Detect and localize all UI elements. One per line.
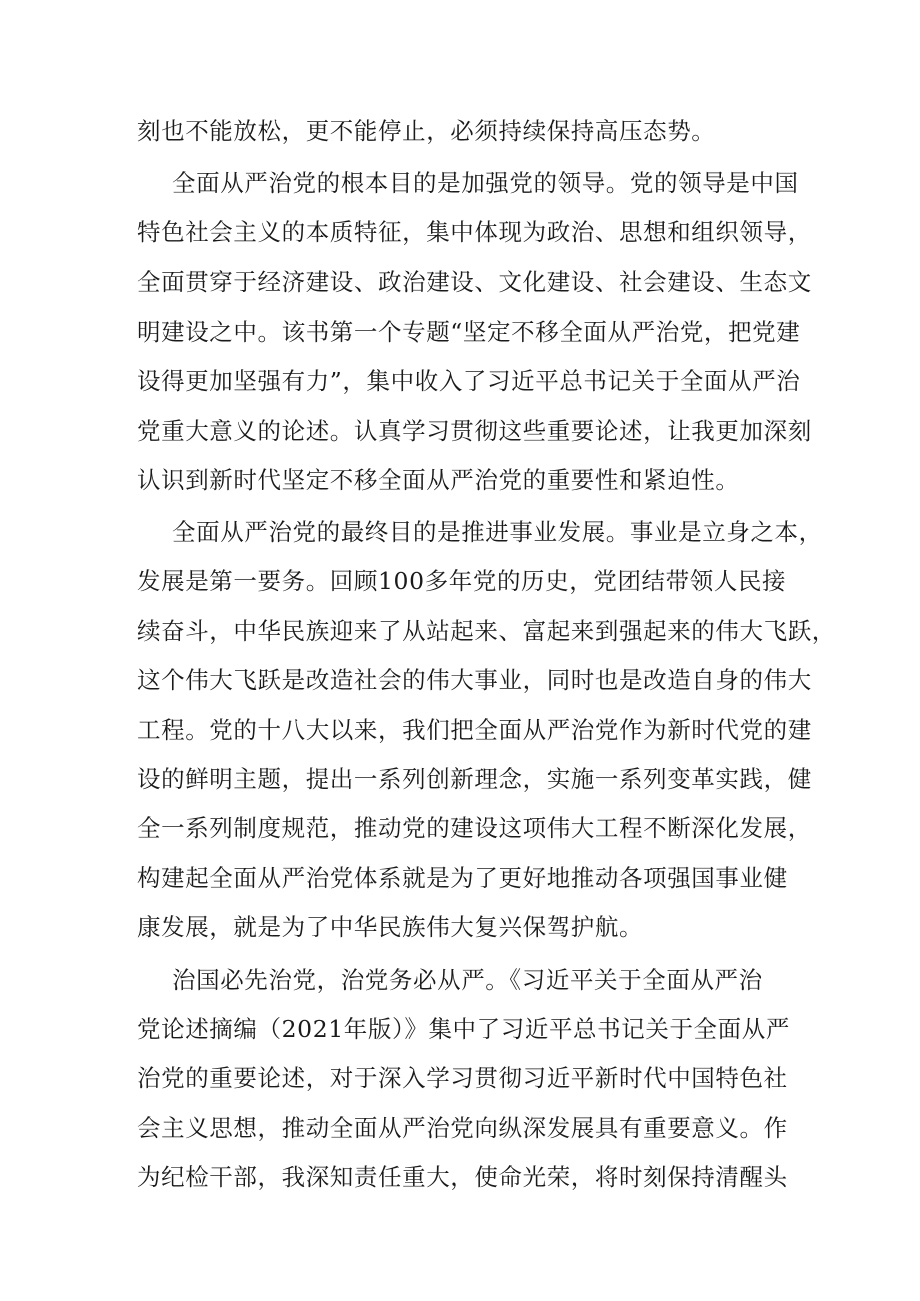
paragraph-line: 全面贯穿于经济建设、政治建设、文化建设、社会建设、生态文 <box>137 268 812 296</box>
paragraph-line: 为纪检干部，我深知责任重大，使命光荣，将时刻保持清醒头 <box>137 1163 788 1191</box>
paragraph-line: 刻也不能放松，更不能停止，必须持续保持高压态势。 <box>137 117 716 145</box>
paragraph-line: 设的鲜明主题，提出一系列创新理念，实施一系列变革实践，健 <box>137 765 812 793</box>
paragraph-line: 康发展，就是为了中华民族伟大复兴保驾护航。 <box>137 913 644 941</box>
paragraph-line: 治党的重要论述，对于深入学习贯彻习近平新时代中国特色社 <box>137 1064 788 1092</box>
paragraph-line: 发展是第一要务。回顾100多年党的历史，党团结带领人民接 <box>137 567 787 595</box>
paragraph-line: 设得更加坚强有力”，集中收入了习近平总书记关于全面从严治 <box>137 367 801 395</box>
paragraph-line: 续奋斗，中华民族迎来了从站起来、富起来到强起来的伟大飞跃， <box>137 617 836 645</box>
paragraph-line: 会主义思想，推动全面从严治党向纵深发展具有重要意义。作 <box>137 1114 788 1142</box>
paragraph-line: 这个伟大飞跃是改造社会的伟大事业，同时也是改造自身的伟大 <box>137 666 812 694</box>
paragraph-line: 党重大意义的论述。认真学习贯彻这些重要论述，让我更加深刻 <box>137 417 812 445</box>
paragraph-line: 工程。党的十八大以来，我们把全面从严治党作为新时代党的建 <box>137 716 812 744</box>
paragraph-line: 认识到新时代坚定不移全面从严治党的重要性和紧迫性。 <box>137 466 740 494</box>
paragraph-line: 特色社会主义的本质特征，集中体现为政治、思想和组织领导， <box>137 218 812 246</box>
paragraph-line: 全面从严治党的最终目的是推进事业发展。事业是立身之本， <box>172 518 823 546</box>
paragraph-line: 明建设之中。该书第一个专题“坚定不移全面从严治党，把党建 <box>137 318 801 346</box>
paragraph-line: 全面从严治党的根本目的是加强党的领导。党的领导是中国 <box>172 169 799 197</box>
paragraph-line: 治国必先治党，治党务必从严。《习近平关于全面从严治 <box>172 966 763 994</box>
paragraph-line: 构建起全面从严治党体系就是为了更好地推动各项强国事业健 <box>137 864 788 892</box>
paragraph-line: 党论述摘编（2021年版）》集中了习近平总书记关于全面从严 <box>137 1015 790 1043</box>
paragraph-line: 全一系列制度规范，推动党的建设这项伟大工程不断深化发展， <box>137 814 812 842</box>
